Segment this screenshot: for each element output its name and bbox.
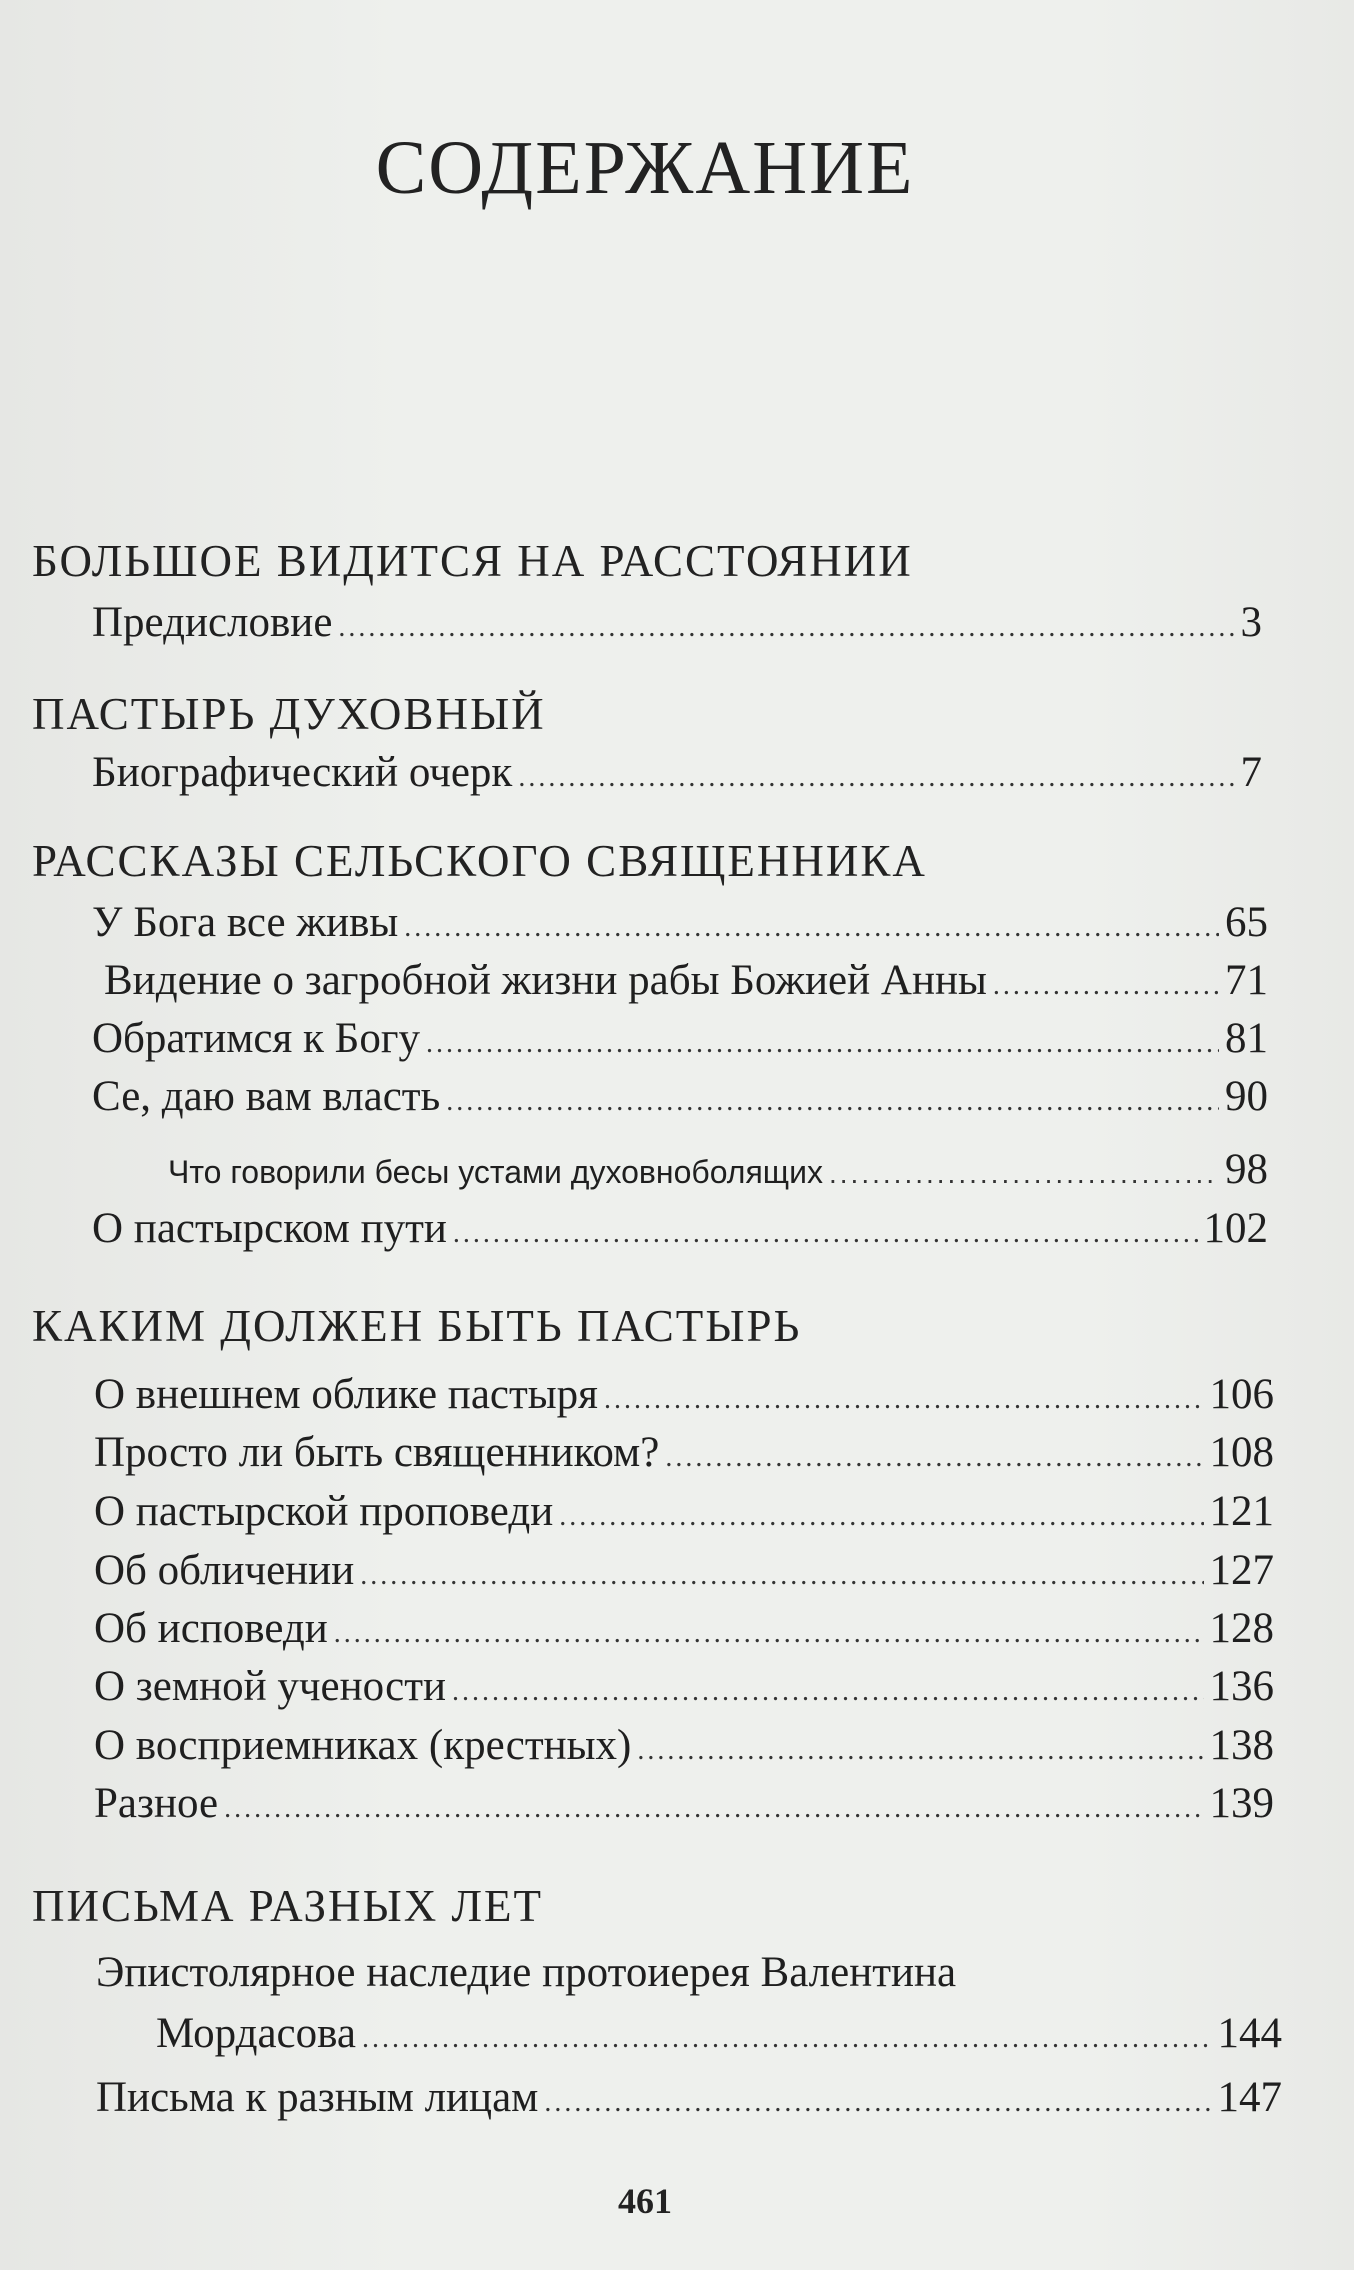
toc-entry-label-line1: Эпистолярное наследие протоиерея Валентина (96, 1949, 957, 1996)
page-title: СОДЕРЖАНИЕ (375, 126, 915, 210)
toc-entry[interactable] (94, 1370, 1274, 1419)
toc-entry-page: 127 (1209, 1547, 1274, 1594)
toc-entry-page: 3 (1240, 599, 1262, 646)
toc-entry-page: 81 (1225, 1015, 1268, 1062)
toc-entry-label: Обратимся к Богу (92, 1015, 421, 1062)
toc-entry-page: 128 (1209, 1605, 1274, 1652)
toc-entry-label: Разное (94, 1780, 219, 1827)
toc-entry-label: Об исповеди (94, 1605, 328, 1652)
dot-leader (604, 1384, 1204, 1416)
toc-entry-label: Что говорили бесы устами духовноболящих (168, 1154, 823, 1190)
toc-entry-label: О земной учености (94, 1663, 447, 1710)
toc-entry-page: 90 (1225, 1073, 1268, 1120)
toc-entry[interactable] (94, 1604, 1274, 1653)
dot-leader (829, 1158, 1219, 1190)
toc-entry[interactable] (92, 1204, 1268, 1253)
toc-entry-page: 7 (1240, 749, 1262, 796)
toc-entry[interactable] (94, 1487, 1274, 1536)
toc-entry-label: О восприемниках (крестных) (94, 1722, 632, 1769)
toc-entry-page: 139 (1209, 1780, 1274, 1827)
toc-entry-label: О пастырской проповеди (94, 1488, 554, 1535)
toc-entry-page: 106 (1209, 1371, 1274, 1418)
toc-entry-page: 121 (1209, 1488, 1274, 1535)
toc-entry[interactable] (94, 1546, 1274, 1595)
toc-entry-page: 71 (1225, 957, 1268, 1004)
toc-entry-page: 98 (1225, 1146, 1268, 1193)
toc-entry[interactable] (92, 1072, 1268, 1121)
toc-entry-label: У Бога все живы (92, 899, 399, 946)
toc-entry-label: Се, даю вам власть (92, 1073, 441, 1120)
toc-entry[interactable] (94, 1779, 1274, 1828)
section-heading: КАКИМ ДОЛЖЕН БЫТЬ ПАСТЫРЬ (32, 1301, 802, 1351)
dot-leader (362, 2023, 1212, 2055)
dot-leader (518, 762, 1234, 794)
dot-leader (338, 612, 1234, 644)
toc-entry-label: Письма к разным лицам (96, 2074, 539, 2121)
toc-entry[interactable] (94, 1662, 1274, 1711)
toc-entry[interactable] (94, 1428, 1274, 1477)
toc-entry[interactable] (94, 1721, 1274, 1770)
dot-leader (559, 1501, 1203, 1533)
dot-leader (426, 1028, 1219, 1060)
toc-entry-page: 136 (1209, 1663, 1274, 1710)
section-heading: ПАСТЫРЬ ДУХОВНЫЙ (32, 689, 546, 739)
section-heading: БОЛЬШОЕ ВИДИТСЯ НА РАССТОЯНИИ (32, 536, 913, 586)
toc-entry[interactable] (156, 2009, 1282, 2058)
toc-entry-label: Просто ли быть священником? (94, 1429, 660, 1476)
toc-entry-label: О внешнем облике пастыря (94, 1371, 598, 1418)
toc-entry-page: 65 (1225, 899, 1268, 946)
dot-leader (404, 912, 1219, 944)
dot-leader (224, 1793, 1203, 1825)
dot-leader (452, 1676, 1203, 1708)
toc-entry[interactable] (104, 956, 1268, 1005)
toc-entry-label: Мордасова (156, 2010, 356, 2057)
toc-entry[interactable] (92, 748, 1262, 797)
toc-entry[interactable] (92, 1014, 1268, 1063)
toc-entry-label: Видение о загробной жизни рабы Божией Анны (104, 957, 987, 1004)
toc-entry[interactable] (168, 1145, 1268, 1194)
toc-entry-label: О пастырском пути (92, 1205, 447, 1252)
toc-entry[interactable] (96, 2073, 1282, 2122)
toc-entry[interactable] (92, 898, 1268, 947)
dot-leader (544, 2087, 1211, 2119)
toc-entry[interactable] (92, 598, 1262, 647)
toc-entry-page: 102 (1203, 1205, 1268, 1252)
toc-entry-page: 138 (1209, 1722, 1274, 1769)
toc-entry-label: Об обличении (94, 1547, 355, 1594)
toc-entry-label: Предисловие (92, 599, 333, 646)
dot-leader (334, 1618, 1204, 1650)
section-heading: РАССКАЗЫ СЕЛЬСКОГО СВЯЩЕННИКА (32, 836, 927, 886)
dot-leader (637, 1735, 1203, 1767)
toc-entry-page: 144 (1217, 2010, 1282, 2057)
dot-leader (665, 1442, 1203, 1474)
dot-leader (993, 970, 1219, 1002)
toc-entry-page: 147 (1217, 2074, 1282, 2121)
section-heading: ПИСЬМА РАЗНЫХ ЛЕТ (32, 1881, 543, 1931)
dot-leader (453, 1218, 1198, 1250)
dot-leader (446, 1086, 1219, 1118)
page-number: 461 (618, 2181, 672, 2221)
dot-leader (360, 1560, 1203, 1592)
toc-entry-page: 108 (1209, 1429, 1274, 1476)
toc-entry-label: Биографический очерк (92, 749, 513, 796)
